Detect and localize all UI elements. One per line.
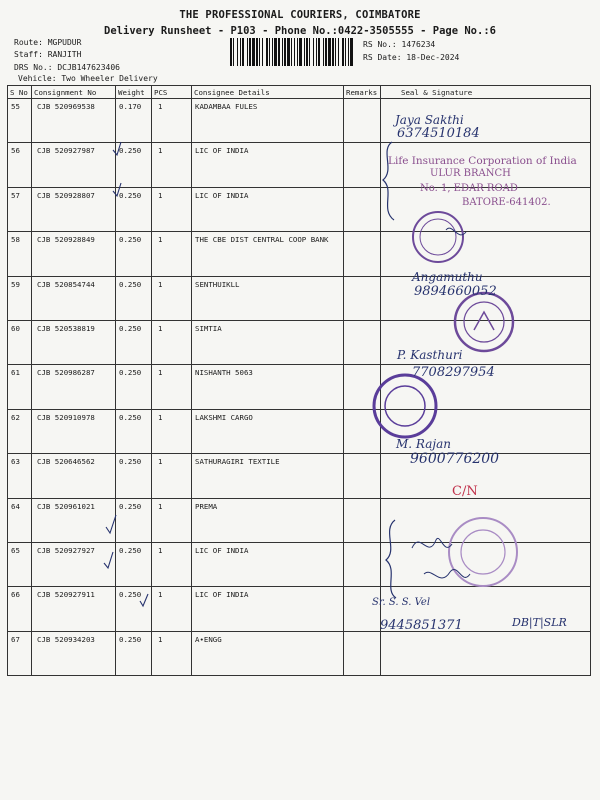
table-row (8, 631, 591, 675)
cell-consignment: CJB 520910978 (32, 409, 116, 453)
cell-consignment: CJB 520927911 (32, 587, 116, 631)
cell-consignment: CJB 520986287 (32, 365, 116, 409)
cell-sno: 64 (8, 498, 32, 542)
cell-sno: 63 (8, 454, 32, 498)
cell-remarks (344, 631, 381, 675)
cell-pcs: 1 (152, 454, 192, 498)
barcode-bar (247, 38, 248, 66)
cell-weight: 0.250 (116, 409, 152, 453)
cell-consignment: CJB 520538819 (32, 320, 116, 364)
cell-sno: 60 (8, 320, 32, 364)
rs-date: RS Date: 18-Dec-2024 (363, 53, 460, 62)
barcode-bar (348, 38, 349, 66)
cell-weight: 0.250 (116, 498, 152, 542)
barcode-bar (284, 38, 286, 66)
barcode-bar (237, 38, 238, 66)
barcode-bar (323, 38, 324, 66)
cell-weight: 0.250 (116, 587, 152, 631)
cell-consignment: CJB 520927987 (32, 143, 116, 187)
cell-consignee: LAKSHMI CARGO (192, 409, 344, 453)
barcode (230, 38, 356, 66)
cell-consignment: CJB 520928807 (32, 187, 116, 231)
staff-label: Staff: RANJITH (14, 50, 82, 59)
barcode-bar (297, 38, 298, 66)
table-row (8, 276, 591, 320)
table-row (8, 232, 591, 276)
barcode-bar (338, 38, 339, 66)
lic-stamp-line1: Life Insurance Corporation of India (388, 155, 577, 167)
cell-pcs: 1 (152, 365, 192, 409)
barcode-bar (230, 38, 232, 66)
cell-consignment: CJB 520927927 (32, 542, 116, 586)
col-consignment: Consignment No (32, 86, 116, 99)
barcode-bar (332, 38, 334, 66)
barcode-bar (304, 38, 305, 66)
cell-remarks (344, 143, 381, 187)
cell-remarks (344, 365, 381, 409)
cell-weight: 0.250 (116, 542, 152, 586)
barcode-bar (299, 38, 302, 66)
barcode-bar (240, 38, 241, 66)
cell-consignment: CJB 520934203 (32, 631, 116, 675)
drs-label: DRS No.: DCJB147623406 (14, 63, 120, 72)
barcode-bar (272, 38, 273, 66)
cell-pcs: 1 (152, 542, 192, 586)
cell-signature (381, 498, 591, 542)
cell-remarks (344, 498, 381, 542)
barcode-bar (282, 38, 283, 66)
barcode-bar (325, 38, 327, 66)
cell-weight: 0.250 (116, 365, 152, 409)
barcode-bar (350, 38, 353, 66)
cell-consignee: LIC OF INDIA (192, 143, 344, 187)
signature-row67-note: DB|T|SLR (512, 616, 567, 629)
cell-consignee: SENTHUIKLL (192, 276, 344, 320)
cell-pcs: 1 (152, 320, 192, 364)
cell-sno: 56 (8, 143, 32, 187)
barcode-bar (335, 38, 336, 66)
barcode-bar (266, 38, 268, 66)
col-seal-signature: Seal & Signature (381, 86, 591, 99)
cell-pcs: 1 (152, 143, 192, 187)
barcode-bar (309, 38, 310, 66)
cell-remarks (344, 409, 381, 453)
signature-row55-phone: 6374510184 (397, 126, 480, 141)
route-label: Route: MGPUDUR (14, 38, 82, 47)
lic-stamp-line3: No. 1, EDAR ROAD (420, 183, 518, 194)
cell-remarks (344, 187, 381, 231)
cell-weight: 0.170 (116, 99, 152, 143)
cell-weight: 0.250 (116, 454, 152, 498)
cell-consignee: LIC OF INDIA (192, 587, 344, 631)
col-remarks: Remarks (344, 86, 381, 99)
cell-consignment: CJB 520646562 (32, 454, 116, 498)
cell-consignee: PREMA (192, 498, 344, 542)
cell-remarks (344, 276, 381, 320)
cell-sno: 61 (8, 365, 32, 409)
vehicle-label: Vehicle: Two Wheeler Delivery (18, 74, 158, 83)
cell-consignee: NISHANTH 5063 (192, 365, 344, 409)
signature-row59-phone: 9894660052 (414, 284, 497, 299)
signature-row55-name: Jaya Sakthi (395, 113, 464, 127)
signature-row59-name: Angamuthu (412, 270, 483, 284)
barcode-bar (259, 38, 260, 66)
table-row (8, 99, 591, 143)
cell-pcs: 1 (152, 232, 192, 276)
cn-mark: C/N (452, 484, 478, 499)
cell-remarks (344, 587, 381, 631)
cell-consignee: LIC OF INDIA (192, 542, 344, 586)
barcode-bar (252, 38, 255, 66)
cell-remarks (344, 320, 381, 364)
signature-row63-phone: 9600776200 (410, 451, 500, 467)
col-sno: S No (8, 86, 32, 99)
runsheet-title: Delivery Runsheet - P103 - Phone No.:0422-3505555 - Page No.:6 (104, 25, 496, 37)
rs-number: RS No.: 1476234 (363, 40, 436, 49)
cell-consignee: A•ENGG (192, 631, 344, 675)
cell-pcs: 1 (152, 276, 192, 320)
lic-stamp-line4: BATORE-641402. (462, 197, 551, 208)
cell-remarks (344, 542, 381, 586)
cell-pcs: 1 (152, 631, 192, 675)
cell-remarks (344, 232, 381, 276)
barcode-bar (313, 38, 314, 66)
cell-pcs: 1 (152, 587, 192, 631)
cell-sno: 67 (8, 631, 32, 675)
table-row (8, 498, 591, 542)
lic-stamp-line2: ULUR BRANCH (430, 168, 511, 179)
cell-sno: 55 (8, 99, 32, 143)
signature-row61-name: P. Kasthuri (397, 348, 463, 362)
cell-consignee: KADAMBAA FULES (192, 99, 344, 143)
barcode-bar (318, 38, 320, 66)
cell-pcs: 1 (152, 99, 192, 143)
barcode-bar (256, 38, 258, 66)
barcode-bar (342, 38, 344, 66)
cell-weight: 0.250 (116, 320, 152, 364)
cell-sno: 66 (8, 587, 32, 631)
table-row (8, 409, 591, 453)
cell-weight: 0.250 (116, 276, 152, 320)
cell-weight: 0.250 (116, 232, 152, 276)
barcode-bar (249, 38, 251, 66)
cell-sno: 62 (8, 409, 32, 453)
cell-signature (381, 542, 591, 586)
barcode-bar (328, 38, 331, 66)
barcode-bar (287, 38, 290, 66)
table-row (8, 365, 591, 409)
signature-row67-name: Sr. S. S. Vel (372, 597, 431, 608)
barcode-bar (269, 38, 270, 66)
cell-sno: 58 (8, 232, 32, 276)
cell-consignment: CJB 520854744 (32, 276, 116, 320)
cell-weight: 0.250 (116, 631, 152, 675)
cell-weight: 0.250 (116, 143, 152, 187)
barcode-bar (294, 38, 295, 66)
cell-pcs: 1 (152, 409, 192, 453)
col-pcs: PCS (152, 86, 192, 99)
table-row (8, 542, 591, 586)
table-row (8, 454, 591, 498)
barcode-bar (306, 38, 308, 66)
barcode-bar (345, 38, 346, 66)
signature-row67-phone: 9445851371 (380, 618, 463, 633)
company-title: THE PROFESSIONAL COURIERS, COIMBATORE (179, 9, 421, 21)
cell-pcs: 1 (152, 187, 192, 231)
barcode-bar (278, 38, 280, 66)
cell-consignee: THE CBE DIST CENTRAL COOP BANK (192, 232, 344, 276)
table-header-row (8, 86, 591, 99)
barcode-bar (242, 38, 244, 66)
cell-consignment: CJB 520928849 (32, 232, 116, 276)
cell-remarks (344, 99, 381, 143)
signature-row61-phone: 7708297954 (412, 365, 495, 380)
cell-consignment: CJB 520969538 (32, 99, 116, 143)
cell-sno: 57 (8, 187, 32, 231)
barcode-bar (233, 38, 234, 66)
cell-remarks (344, 454, 381, 498)
cell-pcs: 1 (152, 498, 192, 542)
cell-sno: 65 (8, 542, 32, 586)
barcode-bar (316, 38, 317, 66)
cell-consignee: SIMTIA (192, 320, 344, 364)
barcode-bar (274, 38, 277, 66)
cell-consignee: LIC OF INDIA (192, 187, 344, 231)
cell-consignment: CJB 520961021 (32, 498, 116, 542)
barcode-bar (262, 38, 263, 66)
col-consignee: Consignee Details (192, 86, 344, 99)
cell-signature (381, 631, 591, 675)
signature-row63-name: M. Rajan (396, 437, 451, 451)
table-row (8, 587, 591, 631)
cell-sno: 59 (8, 276, 32, 320)
cell-weight: 0.250 (116, 187, 152, 231)
barcode-bar (291, 38, 292, 66)
table-row (8, 320, 591, 364)
cell-consignee: SATHURAGIRI TEXTILE (192, 454, 344, 498)
col-weight: Weight (116, 86, 152, 99)
